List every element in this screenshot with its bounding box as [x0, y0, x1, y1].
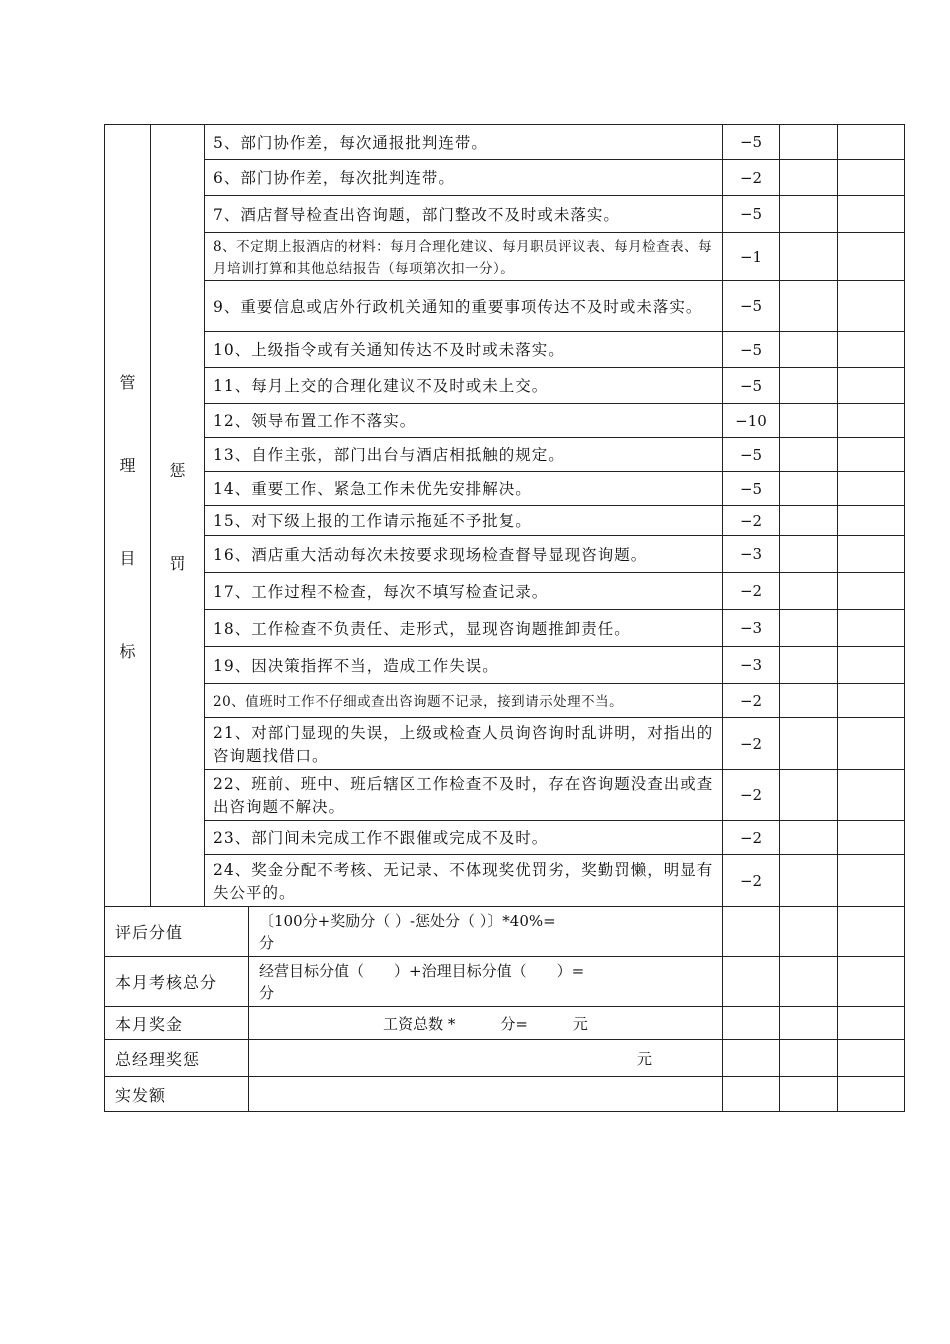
item-score: −2	[723, 718, 780, 770]
monthly-total-row	[105, 957, 905, 1007]
item-score: −5	[723, 332, 780, 368]
blank-cell[interactable]	[780, 404, 838, 438]
blank-cell[interactable]	[838, 573, 905, 610]
monthly-total-formula: 经营目标分值（ ）+治理目标分值（ ）=	[259, 961, 585, 980]
item-text: 9、重要信息或店外行政机关通知的重要事项传达不及时或未落实。	[205, 281, 723, 332]
bonus-formula[interactable]: 工资总数 * 分= 元	[249, 1007, 723, 1040]
gm-label: 总经理奖惩	[105, 1040, 249, 1077]
blank-cell[interactable]	[838, 1007, 905, 1040]
item-score: −5	[723, 472, 780, 506]
item-row	[105, 281, 905, 332]
blank-cell[interactable]	[723, 1040, 780, 1077]
gm-row	[105, 1040, 905, 1077]
blank-cell[interactable]	[838, 536, 905, 573]
item-score: −3	[723, 536, 780, 573]
monthly-total-unit: 分	[259, 983, 275, 1002]
category-cell	[105, 125, 151, 907]
item-row	[105, 125, 905, 160]
category-char: 目	[119, 548, 136, 568]
eval-unit: 分	[259, 933, 275, 952]
item-text: 17、工作过程不检查，每次不填写检查记录。	[205, 573, 723, 610]
eval-formula: 〔100分+奖励分（ ）-惩处分（ ）〕*40%=	[259, 911, 556, 930]
item-score: −2	[723, 684, 780, 718]
blank-cell[interactable]	[838, 1040, 905, 1077]
blank-cell[interactable]	[838, 647, 905, 684]
item-text: 20、值班时工作不仔细或查出咨询题不记录，接到请示处理不当。	[205, 684, 723, 718]
blank-cell[interactable]	[838, 160, 905, 196]
blank-cell[interactable]	[780, 332, 838, 368]
monthly-total-formula-cell[interactable]	[249, 957, 723, 1007]
blank-cell[interactable]	[780, 610, 838, 647]
blank-cell[interactable]	[780, 1040, 838, 1077]
item-text: 6、部门协作差，每次批判连带。	[205, 160, 723, 196]
item-text: 15、对下级上报的工作请示拖延不予批复。	[205, 506, 723, 536]
blank-cell[interactable]	[838, 610, 905, 647]
blank-cell[interactable]	[838, 506, 905, 536]
blank-cell[interactable]	[723, 907, 780, 957]
blank-cell[interactable]	[838, 907, 905, 957]
item-row	[105, 404, 905, 438]
item-score: −5	[723, 125, 780, 160]
item-text: 11、每月上交的合理化建议不及时或未上交。	[205, 368, 723, 404]
item-score: −5	[723, 368, 780, 404]
blank-cell[interactable]	[838, 770, 905, 821]
assessment-table	[104, 124, 905, 1112]
blank-cell[interactable]	[780, 907, 838, 957]
monthly-total-label: 本月考核总分	[105, 957, 249, 1007]
category-char: 理	[119, 455, 136, 475]
item-row	[105, 368, 905, 404]
blank-cell[interactable]	[780, 957, 838, 1007]
blank-cell[interactable]	[838, 684, 905, 718]
item-score: −3	[723, 647, 780, 684]
blank-cell[interactable]	[780, 718, 838, 770]
actual-label: 实发额	[105, 1077, 249, 1112]
item-score: −2	[723, 506, 780, 536]
item-row	[105, 684, 905, 718]
bonus-label: 本月奖金	[105, 1007, 249, 1040]
item-score: −5	[723, 281, 780, 332]
blank-cell[interactable]	[838, 718, 905, 770]
blank-cell[interactable]	[780, 125, 838, 160]
item-row	[105, 855, 905, 907]
eval-label: 评后分值	[105, 907, 249, 957]
blank-cell[interactable]	[780, 472, 838, 506]
blank-cell[interactable]	[838, 125, 905, 160]
gm-value-cell[interactable]	[249, 1040, 723, 1077]
item-score: −2	[723, 855, 780, 907]
actual-value-cell[interactable]	[249, 1077, 723, 1112]
item-text: 5、部门协作差，每次通报批判连带。	[205, 125, 723, 160]
gm-unit: 元	[636, 1049, 652, 1068]
item-score: −2	[723, 160, 780, 196]
blank-cell[interactable]	[838, 438, 905, 472]
item-score: −3	[723, 610, 780, 647]
blank-cell[interactable]	[780, 281, 838, 332]
item-row	[105, 196, 905, 233]
item-row	[105, 233, 905, 281]
category-char: 管	[119, 372, 136, 392]
blank-cell[interactable]	[780, 647, 838, 684]
blank-cell[interactable]	[780, 368, 838, 404]
blank-cell[interactable]	[838, 855, 905, 907]
blank-cell[interactable]	[780, 821, 838, 855]
blank-cell[interactable]	[723, 1007, 780, 1040]
blank-cell[interactable]	[780, 233, 838, 281]
item-text: 14、重要工作、紧急工作未优先安排解决。	[205, 472, 723, 506]
item-row	[105, 573, 905, 610]
item-score: −5	[723, 438, 780, 472]
item-score: −2	[723, 573, 780, 610]
item-row	[105, 506, 905, 536]
blank-cell[interactable]	[780, 438, 838, 472]
item-text: 22、班前、班中、班后辖区工作检查不及时，存在咨询题没查出或查出咨询题不解决。	[205, 770, 723, 821]
item-text: 24、奖金分配不考核、无记录、不体现奖优罚劣，奖勤罚懒，明显有失公平的。	[205, 855, 723, 907]
blank-cell[interactable]	[838, 404, 905, 438]
item-row	[105, 536, 905, 573]
blank-cell[interactable]	[838, 1077, 905, 1112]
item-text: 8、不定期上报酒店的材料：每月合理化建议、每月职员评议表、每月检查表、每月培训打算和其他总结报告（每项第次扣一分）。	[205, 233, 723, 281]
item-score: −2	[723, 821, 780, 855]
item-row	[105, 647, 905, 684]
blank-cell[interactable]	[780, 684, 838, 718]
blank-cell[interactable]	[780, 770, 838, 821]
item-row	[105, 821, 905, 855]
item-text: 21、对部门显现的失误，上级或检查人员询咨询时乱讲明，对指出的咨询题找借口。	[205, 718, 723, 770]
item-row	[105, 718, 905, 770]
eval-row	[105, 907, 905, 957]
item-row	[105, 332, 905, 368]
blank-cell[interactable]	[838, 196, 905, 233]
category-char: 标	[119, 641, 136, 661]
item-row	[105, 610, 905, 647]
blank-cell[interactable]	[780, 1077, 838, 1112]
type-char: 罚	[169, 553, 186, 573]
item-text: 19、因决策指挥不当，造成工作失误。	[205, 647, 723, 684]
blank-cell[interactable]	[780, 855, 838, 907]
item-text: 16、酒店重大活动每次未按要求现场检查督导显现咨询题。	[205, 536, 723, 573]
blank-cell[interactable]	[723, 957, 780, 1007]
blank-cell[interactable]	[723, 1077, 780, 1112]
item-text: 12、领导布置工作不落实。	[205, 404, 723, 438]
blank-cell[interactable]	[838, 233, 905, 281]
blank-cell[interactable]	[780, 536, 838, 573]
blank-cell[interactable]	[780, 160, 838, 196]
blank-cell[interactable]	[838, 281, 905, 332]
type-char: 惩	[169, 460, 186, 480]
actual-row	[105, 1077, 905, 1112]
blank-cell[interactable]	[780, 506, 838, 536]
item-score: −1	[723, 233, 780, 281]
item-score: −10	[723, 404, 780, 438]
bonus-row	[105, 1007, 905, 1040]
blank-cell[interactable]	[780, 573, 838, 610]
blank-cell[interactable]	[780, 196, 838, 233]
blank-cell[interactable]	[838, 821, 905, 855]
item-text: 18、工作检查不负责任、走形式，显现咨询题推卸责任。	[205, 610, 723, 647]
item-row	[105, 160, 905, 196]
type-cell	[151, 125, 205, 907]
item-text: 13、自作主张，部门出台与酒店相抵触的规定。	[205, 438, 723, 472]
item-text: 10、上级指令或有关通知传达不及时或未落实。	[205, 332, 723, 368]
blank-cell[interactable]	[780, 1007, 838, 1040]
blank-cell[interactable]	[838, 368, 905, 404]
blank-cell[interactable]	[838, 957, 905, 1007]
blank-cell[interactable]	[838, 332, 905, 368]
item-score: −5	[723, 196, 780, 233]
item-text: 23、部门间未完成工作不跟催或完成不及时。	[205, 821, 723, 855]
item-row	[105, 438, 905, 472]
item-text: 7、酒店督导检查出咨询题，部门整改不及时或未落实。	[205, 196, 723, 233]
item-score: −2	[723, 770, 780, 821]
item-row	[105, 472, 905, 506]
item-row	[105, 770, 905, 821]
eval-formula-cell[interactable]	[249, 907, 723, 957]
blank-cell[interactable]	[838, 472, 905, 506]
